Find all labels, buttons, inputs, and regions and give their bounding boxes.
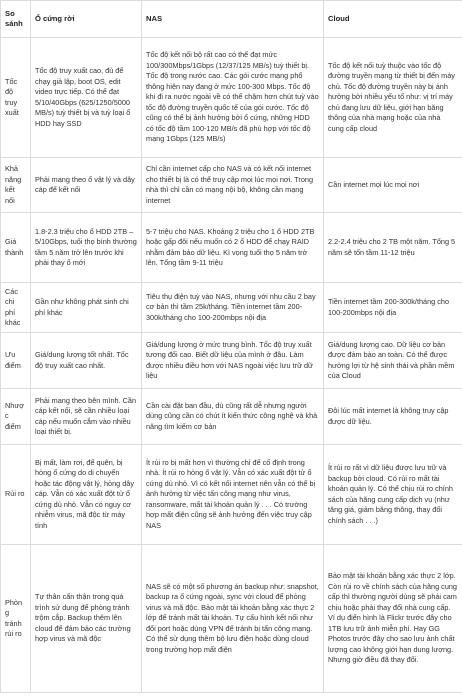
cell-external-drive: Tốc độ truy xuất cao, đủ để chạy giả lập, boot OS, edit video trực tiếp. Có thể đạt 5/10/40Gbps (625/1250/5000 MB/s) tuỳ thiết bị và tuỳ loại ổ HDD hay SSD [31, 38, 142, 158]
row-label: Giá thành [1, 213, 31, 283]
cell-nas: Ít rủi ro bị mất hơn vì thường chỉ để cố định trong nhà. Ít rủi ro hỏng ổ vật lý. Vẫn có xác xuất đột tử ổ cứng dù nhỏ. Vì có kết nối internet nên vẫn có thể bị ảnh hưởng từ việc tấn công mạng như virus, ransomware, mất tài khoản quản lý . . . Có trường hợp mất điện cũng sẽ ảnh hưởng đến việc truy cập NAS [142, 445, 324, 545]
cell-cloud: 2.2-2.4 triệu cho 2 TB một năm. Tổng 5 năm sẽ tốn tầm 11-12 triệu [324, 213, 462, 283]
table-row [1, 445, 462, 545]
table-row [1, 213, 462, 283]
cell-external-drive: 1.8-2.3 triệu cho ổ HDD 2TB – 5/10Gbps, tuổi thọ bình thường tầm 5 năm trở lên trước khi phải thay ổ mới [31, 213, 142, 283]
header-cloud: Cloud [324, 1, 462, 38]
table-row [1, 38, 462, 158]
cell-cloud: Giá/dung lượng cao. Dữ liệu cơ bản được đảm bảo an toàn. Có thể được hưởng lợi từ hệ sinh thái và phần mềm của Cloud [324, 333, 462, 389]
table-row [1, 545, 462, 693]
cell-cloud: Bảo mật tài khoản bằng xác thực 2 lớp. Còn rủi ro về chính sách của hãng cung cấp thì thường người dùng sẽ phải cam chịu hoặc phải thay đổi nhà cung cấp. Ví dụ điển hình là Flickr trước đây cho 1TB lưu trữ ảnh miễn phí. Hay GG Photos trước đây cho sao lưu ảnh chất lượng cao không giới hạn dung lượng. Nhưng giờ điều đã thay đổi. [324, 545, 462, 693]
header-external-drive: Ổ cứng rời [31, 1, 142, 38]
row-label: Nhược điểm [1, 389, 31, 445]
cell-nas: Giá/dung lượng ở mức trung bình. Tốc độ truy xuất tương đối cao. Biết dữ liệu của mình ở đâu. Làm được nhiều điều hơn với NAS ngoài việc lưu trữ dữ liệu [142, 333, 324, 389]
row-label: Các chi phí khác [1, 283, 31, 333]
cell-nas: NAS sẽ có một số phương án backup như: snapshot, backup ra ổ cứng ngoài, sync với cloud để phòng virus và mã độc. Bảo mật tài khoản bằng xác thực 2 lớp để tránh mất tài khoản. Tự cấu hình kết nối như đổi port hoặc dùng VPN để tránh bị tấn công mạng. Có thể sử dụng thêm bộ lưu điện hoặc dùng cloud trong trường hợp mất điện [142, 545, 324, 693]
cell-nas: Chỉ cần internet cấp cho NAS và có kết nối internet cho thiết bị là có thể truy cập mọi lúc mọi nơi. Trong nhà thì chỉ cần có mạng nội bộ, không cần mạng internet [142, 158, 324, 213]
row-label: Phòng tránh rủi ro [1, 545, 31, 693]
cell-cloud: Ít rủi ro rất vì dữ liệu được lưu trữ và backup bởi cloud. Có rủi ro mất tài khoản quản lý. Có thể chịu rủi ro chính sách của hãng cung cấp dịch vụ (như tăng giá, giảm băng thông, thay đổi chính sách . . .) [324, 445, 462, 545]
table-row [1, 333, 462, 389]
cell-cloud: Tiền internet tầm 200-300k/tháng cho 100-200mbps nội địa [324, 283, 462, 333]
row-label: Ưu điểm [1, 333, 31, 389]
cell-nas: 5-7 triệu cho NAS. Khoảng 2 triệu cho 1 ổ HDD 2TB hoặc gấp đôi nếu muốn có 2 ổ HDD để chạy RAID nhằm đảm bảo dữ liệu. Kì vọng tuổi thọ 5 năm trở lên. Tổng tầm 9-11 triệu [142, 213, 324, 283]
cell-cloud: Cần internet mọi lúc mọi nơi [324, 158, 462, 213]
header-compare: So sánh [1, 1, 31, 38]
cell-nas: Cần cài đặt ban đầu, dù cũng rất dễ nhưng người dùng cũng cần có chút ít kiến thức công nghệ và khả năng tìm kiếm cơ bản [142, 389, 324, 445]
header-row [1, 1, 462, 38]
cell-external-drive: Bị mất, làm rơi, để quên, bị hỏng ổ cứng do di chuyển hoặc tác động vật lý, hỏng dây cáp. Vẫn có xác xuất đột tử ổ cứng dù nhỏ. Vẫn có nguy cơ nhiễm virus, mã độc từ máy tính [31, 445, 142, 545]
cell-external-drive: Gần như không phát sinh chi phí khác [31, 283, 142, 333]
cell-cloud: Tốc độ kết nối tuỳ thuộc vào tốc độ đường truyền mạng từ thiết bị đến máy chủ. Tốc độ đường truyền này bị ảnh hưởng bởi nhiều yếu tố như: vị trí máy chủ đang lưu dữ liệu, giới hạn băng thông của nhà mạng hoặc của nhà cung cấp cloud [324, 38, 462, 158]
cell-cloud: Đôi lúc mất internet là không truy cập được dữ liệu. [324, 389, 462, 445]
cell-external-drive: Tự thân cẩn thận trong quá trình sử dụng để phòng tránh trộm cắp. Backup thêm lên cloud để đảm bảo các trường hợp virus và mã độc [31, 545, 142, 693]
cell-nas: Tốc độ kết nối bộ rất cao có thể đạt mức 100/300Mbps/1Gbps (12/37/125 MB/s) tuỳ thiết bị. Tốc độ trong nước cao. Các gói cước mạng phổ thông hiện nay đang ở mức 100-300 Mbps. Tốc độ khi đi ra nước ngoài về có thể chậm hơn chút tuỳ vào tốc độ đường truyền quốc tế của gói cước. Tốc độ cũng có thể bị ảnh hưởng bởi ổ cứng, những HDD có tốc độ tầm 100-120 MB/s đã phù hợp với tốc độ mạng 1Gbps (125 MB/s) [142, 38, 324, 158]
cell-nas: Tiêu thụ điện tuỳ vào NAS, nhưng với nhu cầu 2 bay cơ bản thì tầm 25k/tháng. Tiền internet tầm 200-300k/tháng cho 100-200mbps nội địa [142, 283, 324, 333]
cell-external-drive: Giá/dung lượng tốt nhất. Tốc độ truy xuất cao nhất. [31, 333, 142, 389]
table-row [1, 158, 462, 213]
row-label: Rủi ro [1, 445, 31, 545]
row-label: Tốc độ truy xuất [1, 38, 31, 158]
table-row [1, 283, 462, 333]
header-nas: NAS [142, 1, 324, 38]
table-row [1, 389, 462, 445]
cell-external-drive: Phải mang theo ổ vật lý và dây cáp để kết nối [31, 158, 142, 213]
cell-external-drive: Phải mang theo bên mình. Cần cáp kết nối, sẽ cần nhiều loại cáp nếu muốn cắm vào nhiều loại thiết bị. [31, 389, 142, 445]
row-label: Khả năng kết nối [1, 158, 31, 213]
